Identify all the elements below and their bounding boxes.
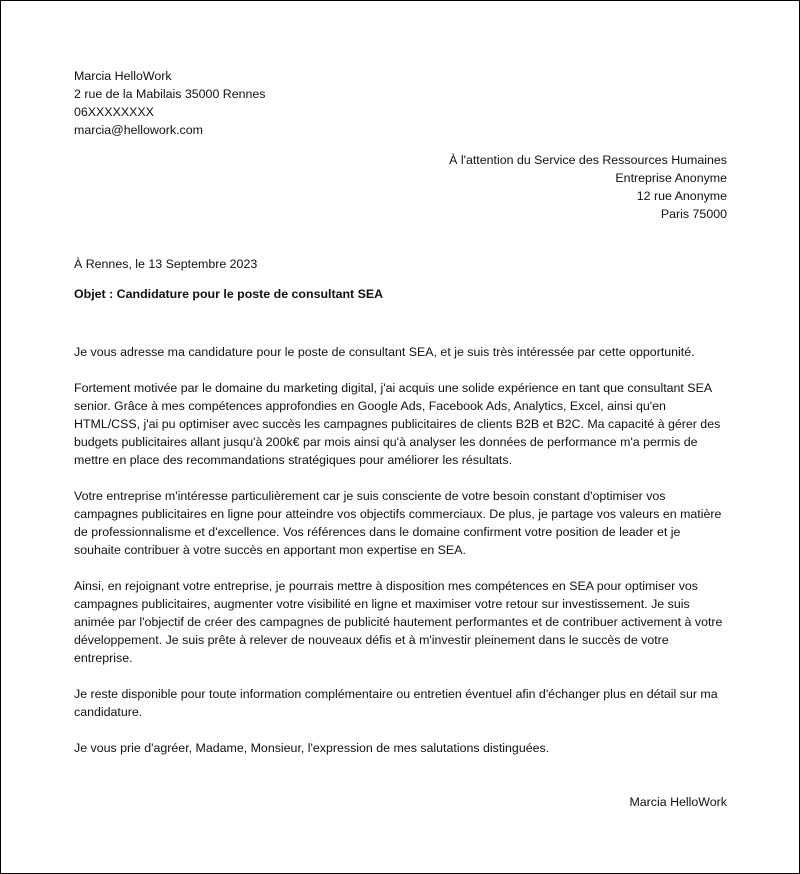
recipient-city: Paris 75000 — [660, 207, 727, 221]
letter-body — [74, 343, 729, 775]
body-paragraph: Je vous adresse ma candidature pour le poste de consultant SEA, et je suis très intéressée par cette opportunité. — [74, 345, 695, 359]
sender-email: marcia@hellowork.com — [74, 123, 203, 137]
sender-phone: 06XXXXXXXX — [74, 105, 154, 119]
recipient-street: 12 rue Anonyme — [636, 189, 727, 203]
body-paragraph: Fortement motivée par le domaine du marketing digital, j'ai acquis une solide expérience en tant que consultant SEA senior. Grâce à mes compétences approfondies en Google Ads, Facebook Ads, Analytics, Excel, ainsi qu'en HTML/CSS, j'ai pu optimiser avec succès les campagnes publicitaires de clients B2B et B2C. Ma capacité à gérer des budgets publicitaires allant jusqu'à 200k€ par mois ainsi qu'à analyser les données de performance m'a permis de mettre en place des recommandations stratégiques pour améliorer les résultats. — [74, 381, 721, 467]
subject-line: Objet : Candidature pour le poste de consultant SEA — [74, 287, 384, 301]
body-paragraph: Votre entreprise m'intéresse particulièrement car je suis consciente de votre besoin constant d'optimiser vos campagnes publicitaires en ligne pour atteindre vos objectifs commerciaux. De plus, je partage vos valeurs en matière de professionnalisme et d'excellence. Vos références dans le domaine confirment votre position de leader et je souhaite contribuer à votre succès en apportant mon expertise en SEA. — [74, 489, 722, 557]
closing-paragraph: Je vous prie d'agréer, Madame, Monsieur, l'expression de mes salutations distinguées. — [74, 741, 550, 755]
date-line: À Rennes, le 13 Septembre 2023 — [74, 257, 258, 271]
signature: Marcia HelloWork — [629, 795, 727, 809]
recipient-attention: À l'attention du Service des Ressources Humaines — [449, 153, 727, 167]
sender-block — [74, 67, 266, 139]
recipient-block — [449, 151, 727, 223]
sender-name: Marcia HelloWork — [74, 69, 172, 83]
body-paragraph: Ainsi, en rejoignant votre entreprise, je pourrais mettre à disposition mes compétences en SEA pour optimiser vos campagnes publicitaires, augmenter votre visibilité en ligne et maximiser votre retour sur investissement. Je suis animée par l'objectif de créer des campagnes de publicité hautement performantes et de contribuer activement à votre développement. Je suis prête à relever de nouveaux défis et à m'investir pleinement dans le succès de votre entreprise. — [74, 579, 723, 665]
recipient-company: Entreprise Anonyme — [615, 171, 727, 185]
sender-address: 2 rue de la Mabilais 35000 Rennes — [74, 87, 266, 101]
body-paragraph: Je reste disponible pour toute information complémentaire ou entretien éventuel afin d'échanger plus en détail sur ma candidature. — [74, 687, 718, 719]
